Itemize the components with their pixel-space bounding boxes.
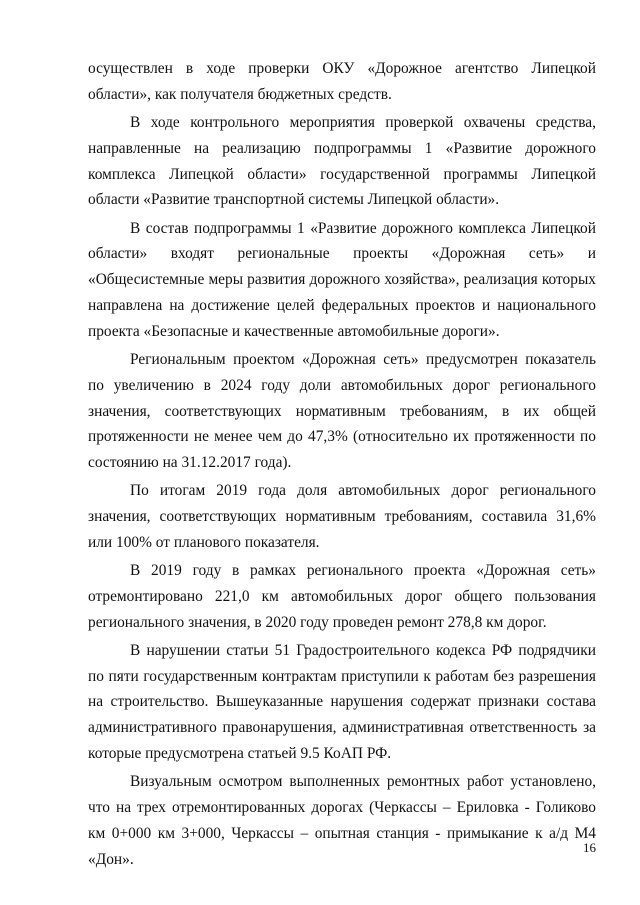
- paragraph-control-scope: В ходе контрольного мероприятия проверкой охвачены средства, направленные на реализацию подпрограммы 1 «Развитие дорожного комплекса Липецкой области» государственной программы Липецкой области «Развитие транспортной системы Липецкой области».: [88, 113, 596, 209]
- paragraph-target-indicator: Региональным проектом «Дорожная сеть» предусмотрен показатель по увеличению в 2024 году доли автомобильных дорог регионального значения, соответствующих нормативным требованиям, в их общей протяженности не менее чем до 47,3% (относительно их протяженности по состоянию на 31.12.2017 года).: [88, 350, 596, 472]
- paragraph-visual-inspection: Визуальным осмотром выполненных ремонтных работ установлено, что на трех отремонтированных дорогах (Черкассы – Ериловка - Голиково км 0+000 км 3+000, Черкассы – опытная станция - примыкание к а/д М4 «Дон».: [88, 773, 596, 868]
- paragraph-2019-results: По итогам 2019 года доля автомобильных дорог регионального значения, соответствующих нормативным требованиям, составила 31,6% или 100% от планового показателя.: [88, 482, 596, 551]
- paragraph-repaired-roads: В 2019 году в рамках регионального проекта «Дорожная сеть» отремонтировано 221,0 км автомобильных дорог общего пользования регионального значения, в 2020 году проведен ремонт 278,8 км дорог.: [88, 562, 596, 631]
- paragraph-violations: В нарушении статьи 51 Градостроительного кодекса РФ подрядчики по пяти государственным контрактам приступили к работам без разрешения на строительство. Вышеуказанные нарушения содержат признаки состава административного правонарушения, административная ответственность за которые предусмотрена статьей 9.5 КоАП РФ.: [88, 641, 596, 763]
- paragraph-continuation: осуществлен в ходе проверки ОКУ «Дорожное агентство Липецкой области», как получателя бюджетных средств.: [88, 60, 596, 103]
- page-number: 16: [583, 840, 596, 855]
- paragraph-subprogram-composition: В состав подпрограммы 1 «Развитие дорожного комплекса Липецкой области» входят региональные проекты «Дорожная сеть» и «Общесистемные меры развития дорожного хозяйства», реализация которых направлена на достижение целей федеральных проектов и национального проекта «Безопасные и качественные автомобильные дороги».: [88, 219, 596, 340]
- document-body: [88, 56, 596, 875]
